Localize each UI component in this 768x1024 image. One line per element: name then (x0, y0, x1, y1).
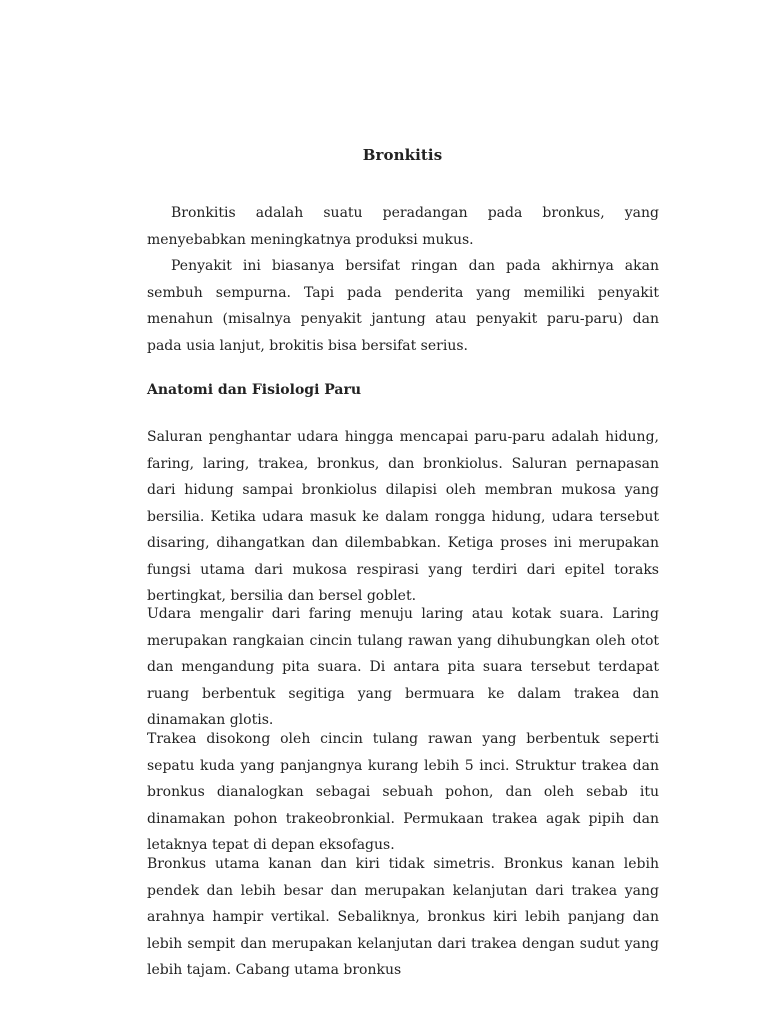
intro-paragraph: Penyakit ini biasanya bersifat ringan dan pada akhirnya akan sembuh sempurna. Tapi pada penderita yang memiliki penyakit menahun (misalnya penyakit jantung atau penyakit paru-paru) dan pada usia lanjut, brokitis bisa bersifat serius. (147, 258, 659, 354)
paragraph-text: Udara mengalir dari faring menuju laring atau kotak suara. Laring merupakan rangkaian cincin tulang rawan yang dihubungkan oleh otot dan mengandung pita suara. Di antara pita suara tersebut terdapat ruang berbentuk segitiga yang bermuara ke dalam trakea dan dinamakan glotis. (147, 606, 659, 728)
body-paragraph (147, 424, 659, 610)
paragraph-text: Saluran penghantar udara hingga mencapai paru-paru adalah hidung, faring, laring, trakea, bronkus, dan bronkiolus. Saluran pernapasan dari hidung sampai bronkiolus dilapisi oleh membran mukosa yang bersilia. Ketika udara masuk ke dalam rongga hidung, udara tersebut disaring, dihangatkan dan dilembabkan. Ketiga proses ini merupakan fungsi utama dari mukosa respirasi yang terdiri dari epitel toraks bertingkat, bersilia dan bersel goblet. (147, 429, 659, 604)
body-paragraph (147, 851, 659, 984)
document-title: Bronkitis (362, 146, 443, 164)
section-heading: Anatomi dan Fisiologi Paru (147, 382, 362, 398)
intro-section (147, 200, 659, 359)
paragraph-text: Trakea disokong oleh cincin tulang rawan yang berbentuk seperti sepatu kuda yang panjangnya kurang lebih 5 inci. Struktur trakea dan bronkus dianalogkan sebagai sebuah pohon, dan oleh sebab itu dinamakan pohon trakeobronkial. Permukaan trakea agak pipih dan letaknya tepat di depan eksofagus. (147, 731, 659, 853)
body-paragraph (147, 726, 659, 859)
paragraph-text: Bronkus utama kanan dan kiri tidak simetris. Bronkus kanan lebih pendek dan lebih besar dan merupakan kelanjutan dari trakea yang arahnya hampir vertikal. Sebaliknya, bronkus kiri lebih panjang dan lebih sempit dan merupakan kelanjutan dari trakea dengan sudut yang lebih tajam. Cabang utama bronkus (147, 856, 659, 978)
intro-paragraph: Bronkitis adalah suatu peradangan pada bronkus, yang menyebabkan meningkatnya produksi mukus. (147, 205, 659, 248)
body-paragraph (147, 601, 659, 734)
